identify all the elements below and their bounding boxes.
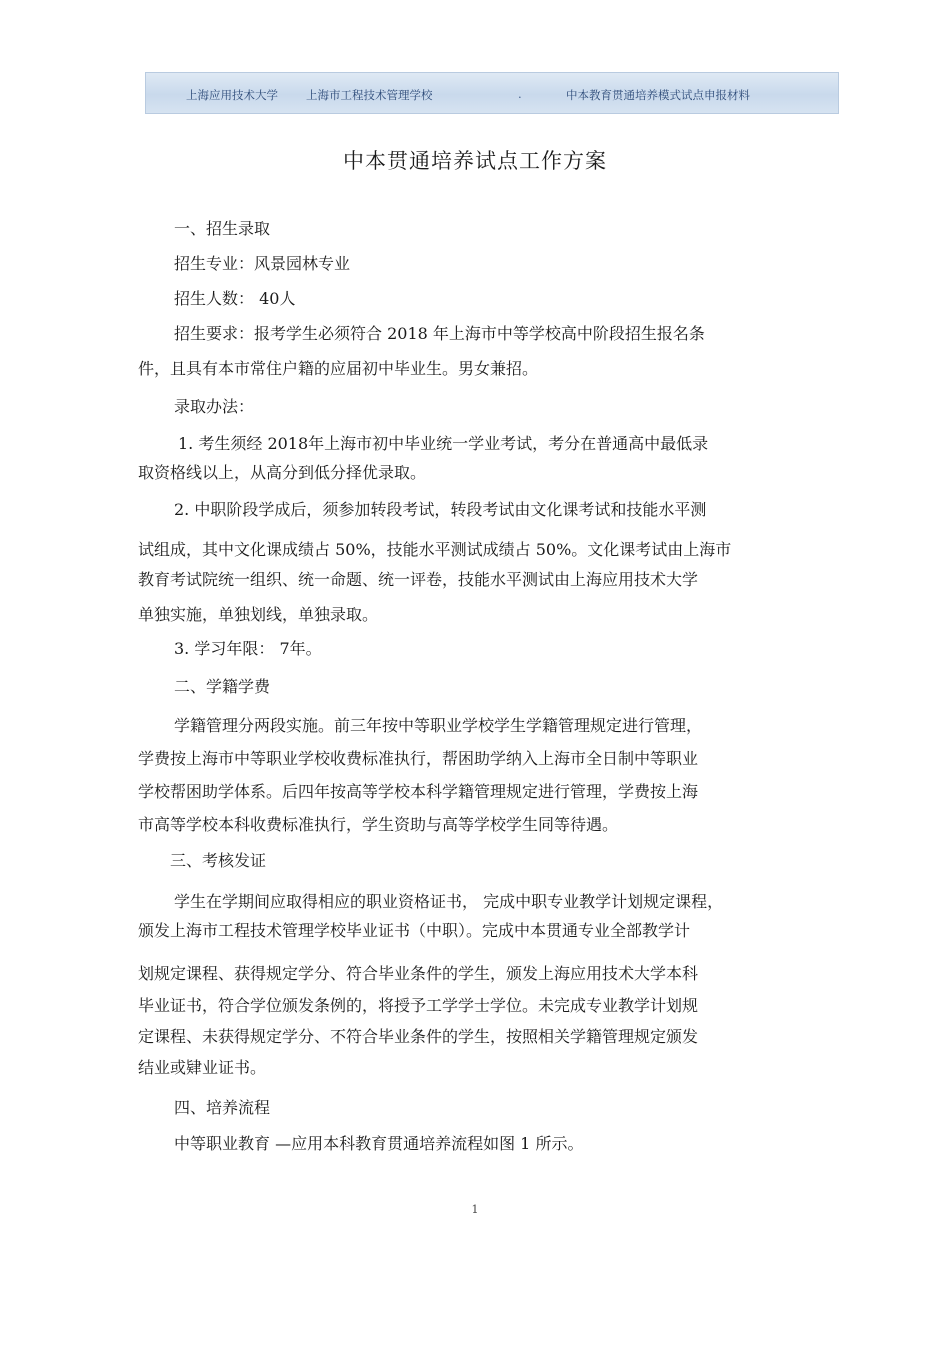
- header-separator: .: [518, 87, 522, 101]
- paragraph-line: 件，且具有本市常住户籍的应届初中毕业生。男女兼招。: [138, 359, 539, 378]
- paragraph-line: 招生专业：风景园林专业: [174, 254, 351, 273]
- paragraph-line: 学校帮困助学体系。后四年按高等学校本科学籍管理规定进行管理，学费按上海: [138, 782, 699, 801]
- paragraph-line: 招生人数： 40人: [174, 289, 296, 308]
- paragraph-line: 毕业证书，符合学位颁发条例的，将授予工学学士学位。未完成专业教学计划规: [138, 996, 699, 1015]
- paragraph-line: 市高等学校本科收费标准执行，学生资助与高等学校学生同等待遇。: [138, 815, 619, 834]
- section-heading-assessment: 三、考核发证: [170, 851, 267, 870]
- paragraph-line: 学生在学期间应取得相应的职业资格证书， 完成中职专业教学计划规定课程，: [174, 892, 724, 911]
- header-material-title: 中本教育贯通培养模式试点申报材料: [566, 88, 750, 102]
- paragraph-line: 1. 考生须经 2018年上海市初中毕业统一学业考试，考分在普通高中最低录: [178, 434, 709, 453]
- header-school-1: 上海应用技术大学: [186, 88, 278, 102]
- section-heading-enrollment: 一、招生录取: [174, 219, 271, 238]
- paragraph-line: 招生要求：报考学生必须符合 2018 年上海市中等学校高中阶段招生报名条: [174, 324, 705, 343]
- header-school-2: 上海市工程技术管理学校: [306, 88, 433, 102]
- paragraph-line: 教育考试院统一组织、统一命题、统一评卷，技能水平测试由上海应用技术大学: [138, 570, 699, 589]
- paragraph-line: 学籍管理分两段实施。前三年按中等职业学校学生学籍管理规定进行管理，: [174, 716, 703, 735]
- paragraph-line: 3. 学习年限： 7年。: [174, 639, 322, 658]
- paragraph-line: 试组成，其中文化课成绩占 50%，技能水平测试成绩占 50%。文化课考试由上海市: [138, 540, 732, 559]
- paragraph-line: 中等职业教育 —应用本科教育贯通培养流程如图 1 所示。: [174, 1134, 584, 1153]
- paragraph-line: 取资格线以上，从高分到低分择优录取。: [138, 463, 427, 482]
- paragraph-line: 结业或肄业证书。: [138, 1058, 267, 1077]
- document-title: 中本贯通培养试点工作方案: [343, 149, 607, 173]
- paragraph-line: 单独实施，单独划线，单独录取。: [138, 605, 379, 624]
- section-heading-training-process: 四、培养流程: [174, 1098, 271, 1117]
- page-number: 1: [471, 1203, 479, 1216]
- paragraph-line: 录取办法：: [174, 397, 255, 416]
- section-heading-status-fees: 二、学籍学费: [174, 677, 271, 696]
- paragraph-line: 学费按上海市中等职业学校收费标准执行，帮困助学纳入上海市全日制中等职业: [138, 749, 699, 768]
- paragraph-line: 划规定课程、获得规定学分、符合毕业条件的学生，颁发上海应用技术大学本科: [138, 964, 699, 983]
- paragraph-line: 颁发上海市工程技术管理学校毕业证书（中职）。完成中本贯通专业全部教学计: [138, 921, 691, 940]
- paragraph-line: 2. 中职阶段学成后，须参加转段考试，转段考试由文化课考试和技能水平测: [174, 500, 707, 519]
- paragraph-line: 定课程、未获得规定学分、不符合毕业条件的学生，按照相关学籍管理规定颁发: [138, 1027, 699, 1046]
- header-banner: [145, 72, 839, 114]
